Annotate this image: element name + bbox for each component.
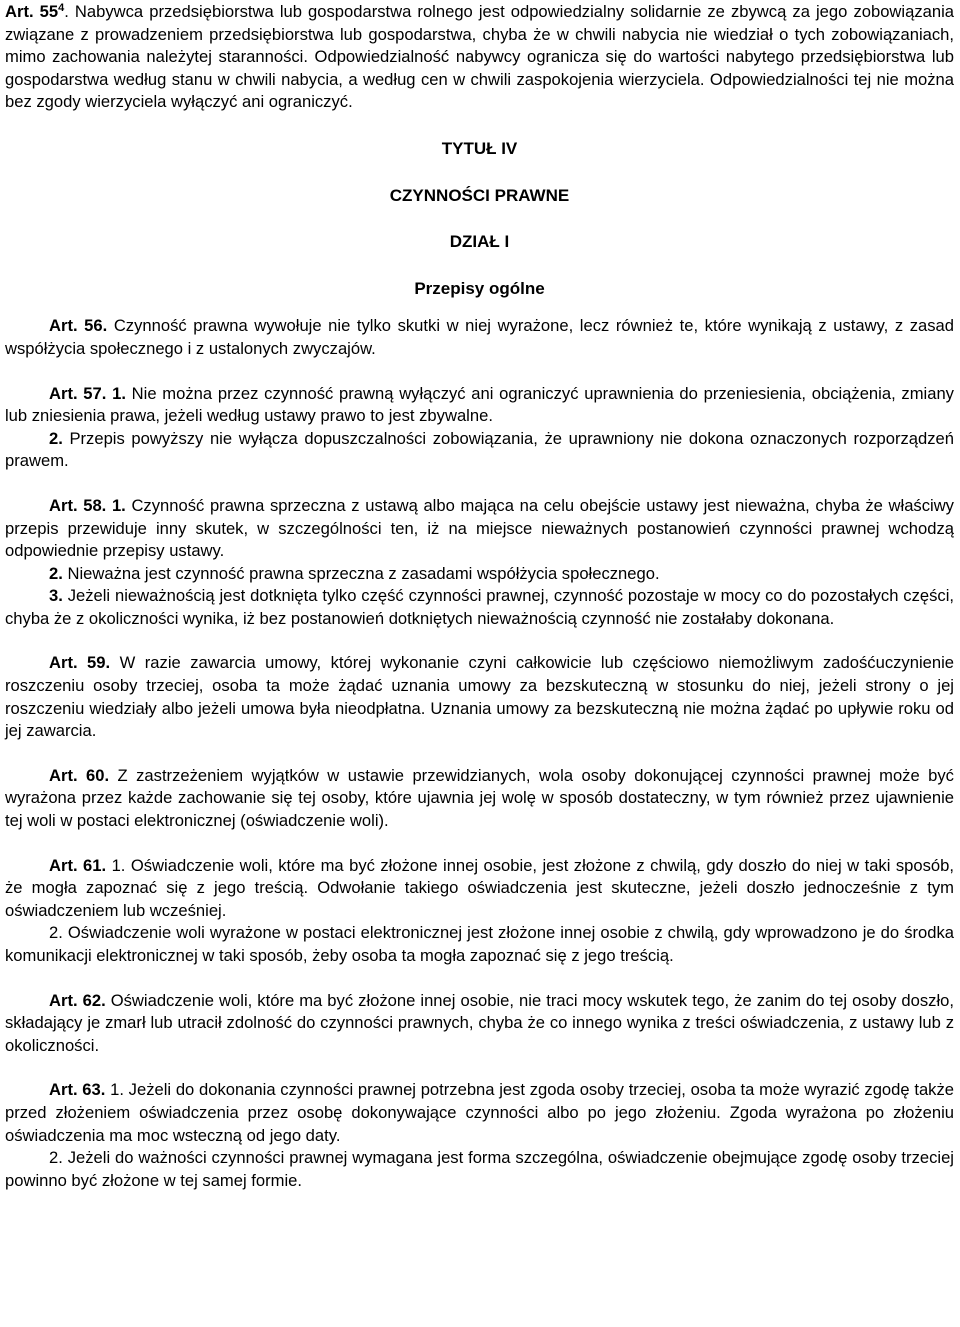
paragraph-number: 1. [110,1080,124,1100]
article-number: Art. 63. [49,1080,106,1100]
article-55-4 [5,0,954,114]
paragraph-number: 2. [49,923,63,943]
article-superscript: 4 [58,2,65,14]
article-number: Art. 58. [49,495,107,515]
paragraph-number: 1. [111,495,126,515]
article-text: Z zastrzeżeniem wyjątków w ustawie przewidzianych, wola osoby dokonującej czynności prawnej może być wyrażona przez każde zachowanie się tej osoby, które ujawnia jej wolę w sposób dostateczny, w tym również przez ujawnienie tej woli w postaci elektronicznej (oświadczenie woli). [5,765,954,831]
paragraph-text: Przepis powyższy nie wyłącza dopuszczalności zobowiązania, że uprawniony nie dokona oznaczonych rozporządzeń prawem. [5,428,954,471]
paragraph-number: 2. [49,1148,63,1168]
paragraph-text: Oświadczenie woli, które ma być złożone innej osobie, jest złożone z chwilą, gdy doszło do niej w taki sposób, że mogła zapoznać się z jego treścią. Odwołanie takiego oświadczenia jest skuteczne, jeżeli doszło jednocześnie z tym oświadczeniem lub wcześniej. [5,855,954,920]
paragraph-number: 1. [111,855,126,875]
article-61-paragraph-1 [5,855,954,923]
article-61-paragraph-2 [5,922,954,967]
article-59 [5,652,954,742]
paragraph-text: Jeżeli do ważności czynności prawnej wymagana jest forma szczególna, oświadczenie obejmujące zgodę osoby trzeciej powinno być złożone w tej samej formie. [5,1148,954,1190]
section-heading: DZIAŁ I [449,232,510,252]
article-63-paragraph-1 [5,1079,954,1147]
title-name-heading: CZYNNOŚCI PRAWNE [389,185,570,205]
title-heading: TYTUŁ IV [441,138,518,158]
article-number: Art. 55 [5,2,59,21]
article-62 [5,990,954,1058]
article-number: Art. 56. [49,316,108,336]
paragraph-text: Jeżeli nieważnością jest dotknięta tylko część czynności prawnej, czynność pozostaje w mocy co do pozostałych części, chyba że z okoliczności wynika, iż bez postanowień dotkniętych nieważnością czynność nie zostałaby dokonana. [5,586,954,628]
paragraph-number: 2. [49,428,63,448]
article-58-paragraph-1 [5,495,954,563]
article-text: . Nabywca przedsiębiorstwa lub gospodarstwa rolnego jest odpowiedzialny solidarnie ze zbywcą za jego zobowiązania związane z prowadzeniem przedsiębiorstwa lub gospodarstwa, chyba że w chwili nabycia nie wiedział o tych zobowiązaniach, mimo zachowania należytej staranności. Odpowiedzialność nabywcy ogranicza się do wartości nabytego przedsiębiorstwa lub gospodarstwa według stanu w chwili nabycia, a według cen w chwili zaspokojenia wierzyciela. Odpowiedzialności tej nie można bez zgody wierzyciela wyłączyć ani ograniczyć. [5,2,954,112]
article-number: Art. 62. [49,990,106,1010]
article-text: Oświadczenie woli, które ma być złożone innej osobie, nie traci mocy wskutek tego, że zanim do tej osoby doszło, składający je zmarł lub utracił zdolność do czynności prawnych, chyba że co innego wynika z treści oświadczenia, z ustawy lub z okoliczności. [5,990,954,1055]
article-58-paragraph-2 [5,563,954,586]
article-number: Art. 57. [49,383,107,403]
article-63-paragraph-2 [5,1147,954,1192]
paragraph-number: 3. [49,586,63,606]
article-57-paragraph-1 [5,383,954,428]
article-text: W razie zawarcia umowy, której wykonanie czyni całkowicie lub częściowo niemożliwym zadośćuczynienie roszczeniu osoby trzeciej, osoba ta może żądać uznania umowy za bezskuteczną w stosunku do niej, jeżeli strony o jej roszczeniu wiedziały albo jeżeli umowa była nieodpłatna. Uznania umowy za bezskuteczną nie można żądać po upływie roku od jej zawarcia. [5,653,954,741]
article-57-paragraph-2 [5,428,954,473]
article-text: Czynność prawna wywołuje nie tylko skutki w niej wyrażone, lecz również te, które wynikają z ustawy, z zasad współżycia społecznego i z ustalonych zwyczajów. [5,316,954,358]
paragraph-text: Czynność prawna sprzeczna z ustawą albo mająca na celu obejście ustawy jest nieważna, chyba że właściwy przepis przewiduje inny skutek, w szczególności ten, iż na miejsce nieważnych postanowień czynności prawnej wchodzą odpowiednie przepisy ustawy. [5,495,954,561]
article-58-paragraph-3 [5,585,954,630]
paragraph-text: Nie można przez czynność prawną wyłączyć ani ograniczyć uprawnienia do przeniesienia, obciążenia, zmiany lub zniesienia prawa, jeżeli według ustawy prawo to jest zbywalne. [5,383,954,426]
article-number: Art. 60. [49,765,110,785]
article-56 [5,315,954,360]
article-60 [5,765,954,833]
paragraph-number: 2. [49,563,63,583]
paragraph-number: 1. [112,383,126,403]
paragraph-text: Jeżeli do dokonania czynności prawnej potrzebna jest zgoda osoby trzeciej, osoba ta może wyrazić zgodę także przed złożeniem oświadczenia przez osobę dokonywające czynności albo po jego złożeniu. Zgoda wyrażona po złożeniu oświadczenia ma moc wsteczną od jego daty. [5,1080,954,1145]
article-number: Art. 59. [49,653,111,673]
article-number: Art. 61. [49,855,107,875]
paragraph-text: Nieważna jest czynność prawna sprzeczna z zasadami współżycia społecznego. [62,563,660,583]
paragraph-text: Oświadczenie woli wyrażone w postaci elektronicznej jest złożone innej osobie z chwilą, gdy wprowadzono je do środka komunikacji elektronicznej w taki sposób, żeby osoba ta mogła zapoznać się z jego treścią. [5,923,954,965]
section-name-heading: Przepisy ogólne [414,278,545,298]
